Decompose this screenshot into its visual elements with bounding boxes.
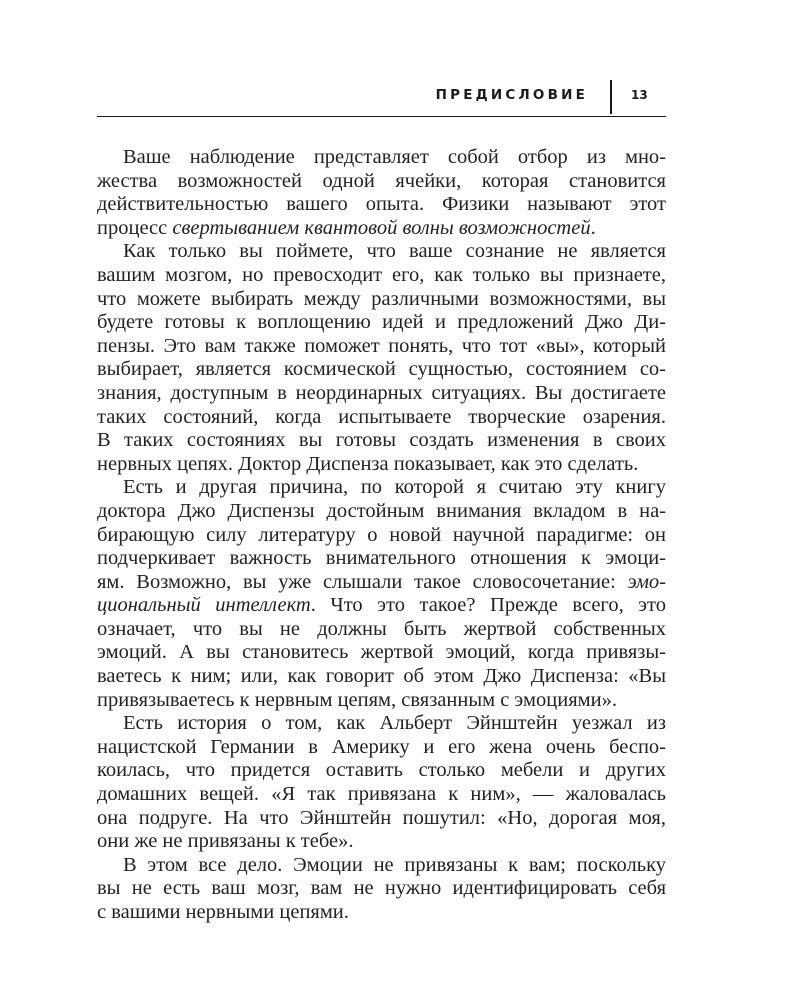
text-line xyxy=(97,217,666,241)
line-text: нервных цепях. Доктор Диспенза показывает, как это сделать. xyxy=(97,452,639,475)
text-line xyxy=(97,759,666,783)
line-text: Ваше наблюдение представляет собой отбор из мно- xyxy=(123,146,666,168)
line-text: вы не есть ваш мозг, вам не нужно идентифицировать себя xyxy=(97,877,666,900)
line-text: . Что это такое? Прежде всего, это xyxy=(310,594,666,617)
line-text: выбирает, является космической сущностью, состоянием со- xyxy=(97,358,666,381)
line-text: ваетесь к ним; или, как говорит об этом Джо Диспенза: «Вы xyxy=(97,665,666,688)
text-line xyxy=(97,594,666,618)
line-text: что можете выбирать между различными возможностями, вы xyxy=(97,287,666,310)
line-text: она подруге. На что Эйнштейн пошутил: «Но, дорогая моя, xyxy=(97,806,666,829)
text-line xyxy=(97,830,666,854)
text-line xyxy=(97,500,666,524)
line-text: пензы. Это вам также поможет понять, что тот «вы», который xyxy=(97,334,666,357)
text-line xyxy=(97,406,666,430)
paragraph xyxy=(97,712,666,854)
text-line xyxy=(97,476,666,500)
line-text: ям. Возможно, вы уже слышали такое словосочетание: xyxy=(97,570,628,593)
line-text: таких состояний, когда испытываете творческие озарения. xyxy=(97,405,666,428)
line-text: бирающую силу литературу о новой научной парадигме: он xyxy=(97,523,666,546)
line-text: они же не привязаны к тебе». xyxy=(97,830,354,853)
text-line xyxy=(97,783,666,807)
line-text: означает, что вы не должны быть жертвой собственных xyxy=(97,617,666,640)
text-line xyxy=(97,712,666,736)
text-body xyxy=(97,146,666,925)
text-line xyxy=(97,146,666,170)
line-text: В таких состояниях вы готовы создать изменения в своих xyxy=(97,429,666,452)
line-text: В этом все дело. Эмоции не привязаны к вам; поскольку xyxy=(123,853,666,876)
text-line xyxy=(97,358,666,382)
text-line xyxy=(97,429,666,453)
text-line xyxy=(97,689,666,713)
text-line xyxy=(97,901,666,925)
text-line xyxy=(97,877,666,901)
line-text: будете готовы к воплощению идей и предложений Джо Ди- xyxy=(97,311,666,334)
text-line xyxy=(97,736,666,760)
line-text: Как только вы поймете, что ваше сознание не является xyxy=(123,240,666,263)
text-line xyxy=(97,453,666,477)
line-text: нацистской Германии в Америку и его жена очень беспо- xyxy=(97,735,666,758)
page-number: 13 xyxy=(631,88,648,102)
text-line xyxy=(97,240,666,264)
text-line xyxy=(97,193,666,217)
line-text: с вашими нервными цепями. xyxy=(97,901,349,923)
text-line xyxy=(97,854,666,878)
line-text: . xyxy=(590,216,596,239)
paragraph xyxy=(97,146,666,240)
text-line xyxy=(97,571,666,595)
text-line xyxy=(97,335,666,359)
section-title: ПРЕДИСЛОВИЕ xyxy=(435,87,588,103)
italic-term: циональный интеллект xyxy=(97,594,311,617)
line-text: привязываетесь к нервным цепям, связанным с эмоциями». xyxy=(97,688,617,711)
paragraph xyxy=(97,476,666,712)
italic-term: эмо- xyxy=(627,570,666,593)
text-line xyxy=(97,288,666,312)
text-line xyxy=(97,618,666,642)
text-line xyxy=(97,311,666,335)
line-text: вашим мозгом, но превосходит его, как только вы признаете, xyxy=(97,263,666,286)
line-text: жества возможностей одной ячейки, которая становится xyxy=(97,169,666,192)
line-text: Есть история о том, как Альберт Эйнштейн уезжал из xyxy=(123,712,666,735)
header-divider xyxy=(610,80,612,114)
line-text: Есть и другая причина, по которой я считаю эту книгу xyxy=(123,476,666,499)
paragraph xyxy=(97,240,666,476)
text-line xyxy=(97,665,666,689)
line-text: коилась, что придется оставить столько мебели и других xyxy=(97,759,666,782)
text-line xyxy=(97,807,666,831)
line-text: процесс xyxy=(97,216,173,239)
line-text: действительностью вашего опыта. Физики называют этот xyxy=(97,193,666,216)
italic-term: свертыванием квантовой волны возможностей xyxy=(172,216,591,239)
text-line xyxy=(97,264,666,288)
running-header xyxy=(97,82,666,117)
line-text: эмоций. А вы становитесь жертвой эмоций, когда привязы- xyxy=(97,641,666,664)
paragraph xyxy=(97,854,666,925)
text-line xyxy=(97,547,666,571)
line-text: домашних вещей. «Я так привязана к ним», — жаловалась xyxy=(97,783,666,806)
text-line xyxy=(97,170,666,194)
line-text: подчеркивает важность внимательного отношения к эмоци- xyxy=(97,547,666,570)
line-text: доктора Джо Диспензы достойным внимания вкладом в на- xyxy=(97,499,666,522)
text-line xyxy=(97,382,666,406)
line-text: знания, доступным в неординарных ситуациях. Вы достигаете xyxy=(97,381,666,404)
text-line xyxy=(97,524,666,548)
text-line xyxy=(97,641,666,665)
